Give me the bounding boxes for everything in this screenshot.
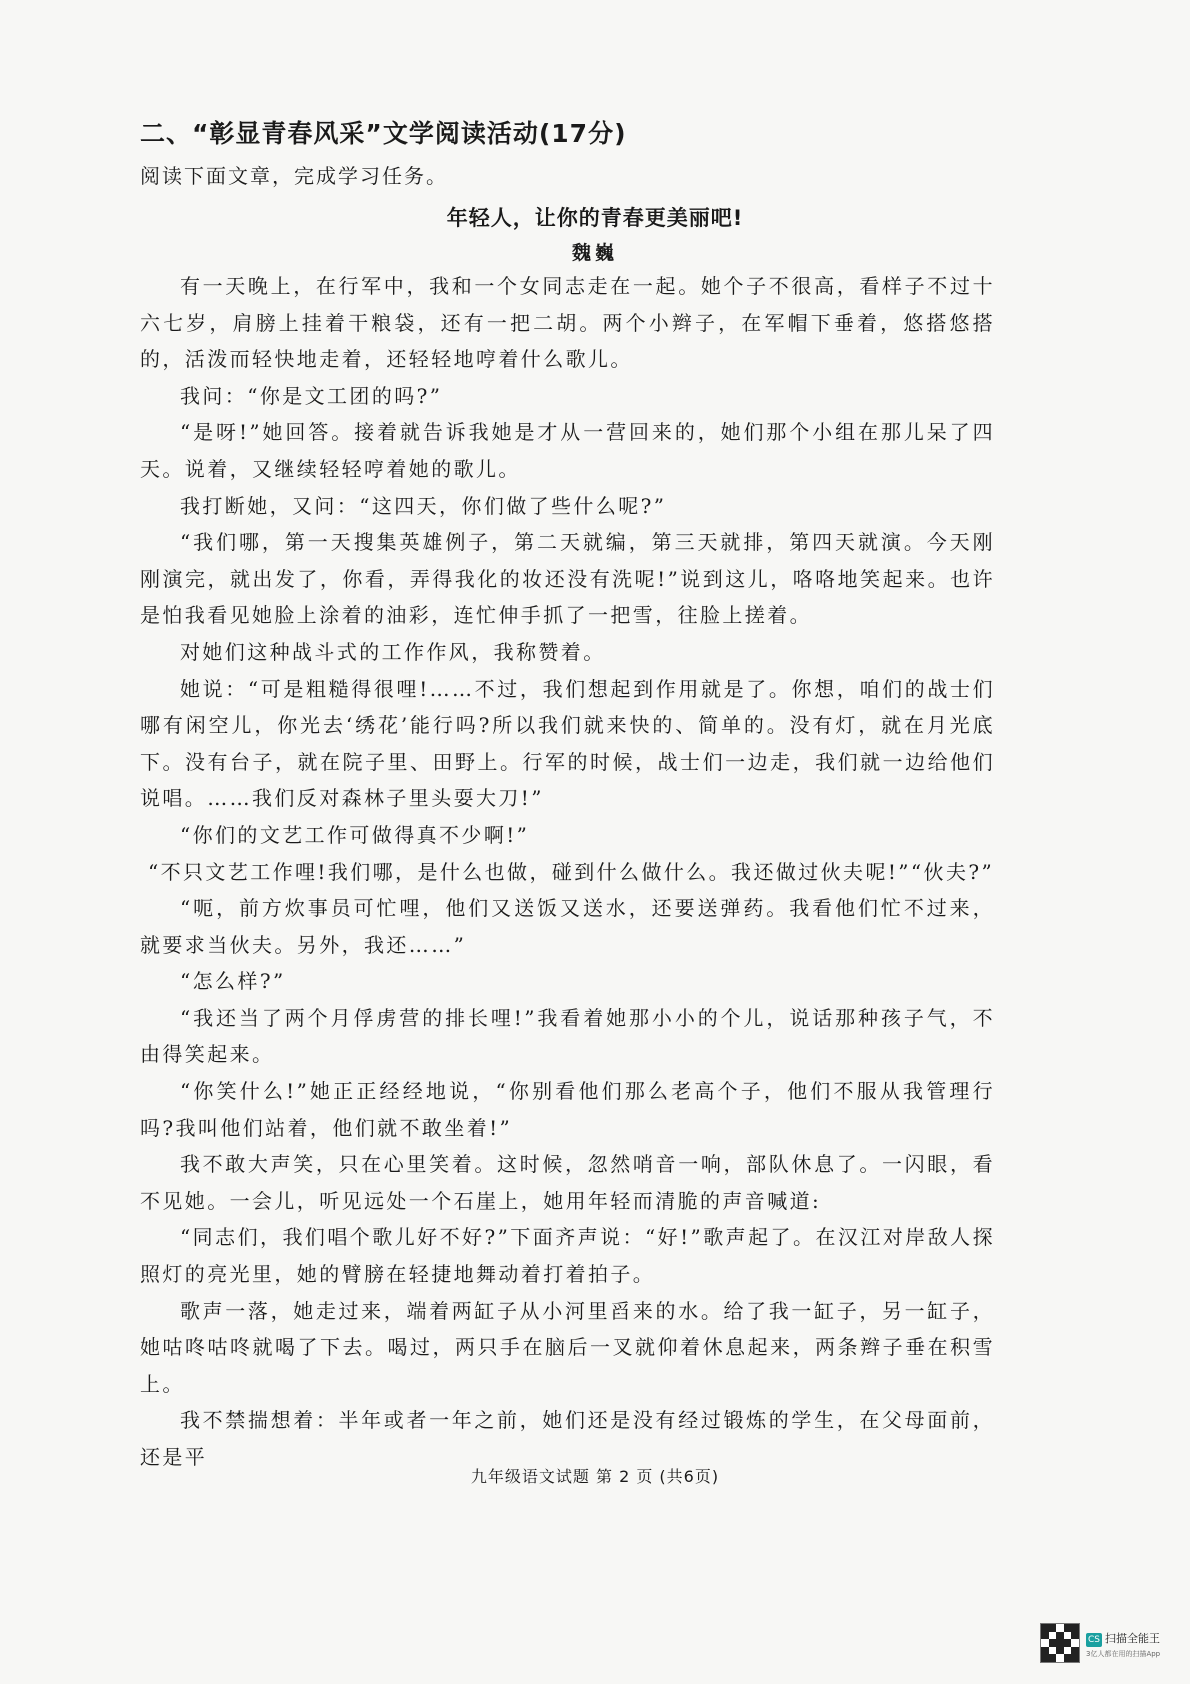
paragraph: “是呀!”她回答。接着就告诉我她是才从一营回来的，她们那个小组在那儿呆了四天。说着，又继续轻轻哼着她的歌儿。 [140,420,995,481]
paragraph: 我问：“你是文工团的吗?” [180,383,443,408]
badge-text [1086,1627,1160,1659]
paragraph: “我还当了两个月俘虏营的排长哩!”我看着她那小小的个儿，说话那种孩子气，不由得笑起来。 [140,1005,995,1067]
paragraph: 我不敢大声笑，只在心里笑着。这时候，忽然哨音一响，部队休息了。一闪眼，看不见她。一会儿，听见远处一个石崖上，她用年轻而清脆的声音喊道: [140,1152,995,1213]
paragraph: “不只文艺工作哩!我们哪，是什么也做，碰到什么做什么。我还做过伙夫呢!”“伙夫?” [148,859,995,884]
paragraph: “怎么样?” [180,969,286,994]
paragraph: “呃，前方炊事员可忙哩，他们又送饭又送水，还要送弹药。我看他们忙不过来，就要求当伙夫。另外，我还……” [140,896,995,957]
badge-name: 扫描全能王 [1105,1632,1160,1645]
paragraph: 我不禁揣想着：半年或者一年之前，她们还是没有经过锻炼的学生，在父母面前，还是平 [140,1408,995,1469]
cs-logo-icon: CS [1088,1635,1100,1645]
section-title: 二、“彰显青春风采”文学阅读活动(17分) [140,119,627,148]
article-author: 魏巍 [571,242,618,264]
paragraph: “我们哪，第一天搜集英雄例子，第二天就编，第三天就排，第四天就演。今天刚刚演完，就出发了，你看，弄得我化的妆还没有洗呢!”说到这儿，咯咯地笑起来。也许是怕我看见她脸上涂着的油彩，连忙伸手抓了一把雪，往脸上搓着。 [140,530,995,628]
paragraph: 有一天晚上，在行军中，我和一个女同志走在一起。她个子不很高，看样子不过十六七岁，肩膀上挂着干粮袋，还有一把二胡。两个小辫子，在军帽下垂着，悠搭悠搭的，活泼而轻快地走着，还轻轻地哼着什么歌儿。 [140,274,995,372]
instruction-text: 阅读下面文章，完成学习任务。 [140,164,448,188]
paragraph: 她说：“可是粗糙得很哩!……不过，我们想起到作用就是了。你想，咱们的战士们哪有闲空儿，你光去‘绣花’能行吗?所以我们就来快的、简单的。没有灯，就在月光底下。没有台子，就在院子里、田野上。行军的时候，战士们一边走，我们就一边给他们说唱。……我们反对森林子里头耍大刀!” [140,676,995,811]
qr-code-icon [1040,1623,1080,1663]
paragraph: “你笑什么!”她正正经经地说，“你别看他们那么老高个子，他们不服从我管理行吗?我叫他们站着，他们就不敢坐着!” [140,1079,995,1140]
paragraph: 我打断她，又问：“这四天，你们做了些什么呢?” [180,493,667,518]
paragraph: 对她们这种战斗式的工作作风，我称赞着。 [180,639,606,664]
paragraph: “你们的文艺工作可做得真不少啊!” [180,822,530,847]
article-title: 年轻人，让你的青春更美丽吧! [446,206,744,230]
paragraph: “同志们，我们唱个歌儿好不好?”下面齐声说：“好!”歌声起了。在汉江对岸敌人探照灯的亮光里，她的臂膀在轻捷地舞动着打着拍子。 [140,1225,995,1287]
badge-subtitle: 3亿人都在用的扫描App [1086,1650,1161,1658]
page-footer: 九年级语文试题 第 2 页 (共6页) [470,1467,720,1486]
paragraph: 歌声一落，她走过来，端着两缸子从小河里舀来的水。给了我一缸子，另一缸子，她咕咚咕咚就喝了下去。喝过，两只手在脑后一叉就仰着休息起来，两条辫子垂在积雪上。 [140,1298,995,1396]
article-body [140,268,995,1476]
scanner-watermark [1040,1620,1172,1666]
